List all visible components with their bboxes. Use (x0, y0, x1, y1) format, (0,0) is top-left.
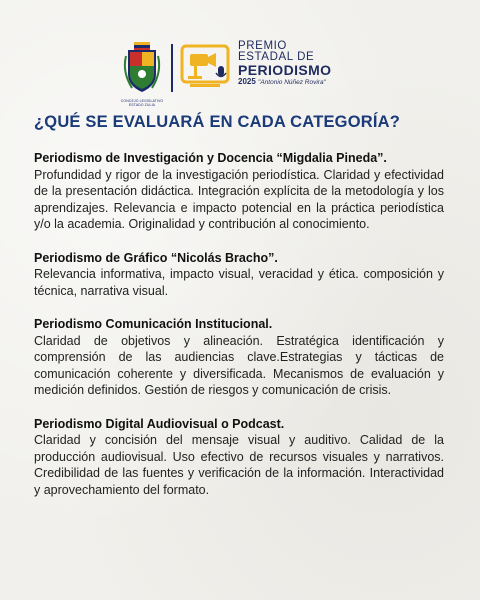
category-name: Periodismo Digital Audiovisual o Podcast. (34, 416, 285, 431)
category-description: Profundidad y rigor de la investigación periodística. Claridad y efectividad de la presentación didáctica. Integración explícita de la metodología y los aprendizajes. Relevancia e impacto potencial en la práctica periodística y/o la academia. Originalidad y contribución al conocimiento. (34, 167, 444, 231)
award-honoree: "Antonio Núñez Rovira" (258, 79, 326, 86)
award-title (238, 41, 331, 87)
award-line4 (238, 77, 331, 87)
category-section (34, 316, 444, 399)
category-section (34, 416, 444, 499)
categories-list (34, 150, 444, 515)
category-name: Periodismo de Investigación y Docencia “Migdalia Pineda”. (34, 151, 387, 165)
category-section (34, 250, 444, 300)
page-title: ¿QUÉ SE EVALUARÁ EN CADA CATEGORÍA? (34, 113, 401, 131)
header (0, 38, 480, 107)
category-description: Claridad y concisión del mensaje visual y auditivo. Calidad de la producción audiovisual. Uso efectivo de recursos visuales y narrativos. Credibilidad de las fuentes y verificación de la información. Interactividad y aprovechamiento del formato. (34, 433, 444, 497)
award-line2: ESTADAL DE (238, 51, 315, 63)
award-line1: PREMIO (238, 40, 287, 52)
award-year: 2025 (238, 77, 256, 86)
award-line3: PERIODISMO (238, 62, 332, 78)
seal-caption-line1: CONCEJO LEGISLATIVO (120, 99, 164, 103)
seal-caption (110, 99, 174, 107)
council-seal-icon (120, 40, 164, 96)
category-name: Periodismo Comunicación Institucional. (34, 317, 273, 331)
camera-microphone-icon (180, 42, 232, 90)
category-description: Relevancia informativa, impacto visual, veracidad y ética. composición y técnica, narrativa visual. (34, 267, 444, 298)
category-section (34, 150, 444, 233)
seal-caption-line2: ESTADO ZULIA (128, 103, 156, 107)
header-divider (171, 44, 173, 92)
category-description: Claridad de objetivos y alineación. Estratégica identificación y comprensión de las audiencias clave.Estrategias y tácticas de comunicación coherente y diversificada. Mecanismos de evaluación y medición definidos. Gestión de riesgos y comunicación de crisis. (34, 333, 444, 397)
category-name: Periodismo de Gráfico “Nicolás Bracho”. (34, 250, 278, 265)
